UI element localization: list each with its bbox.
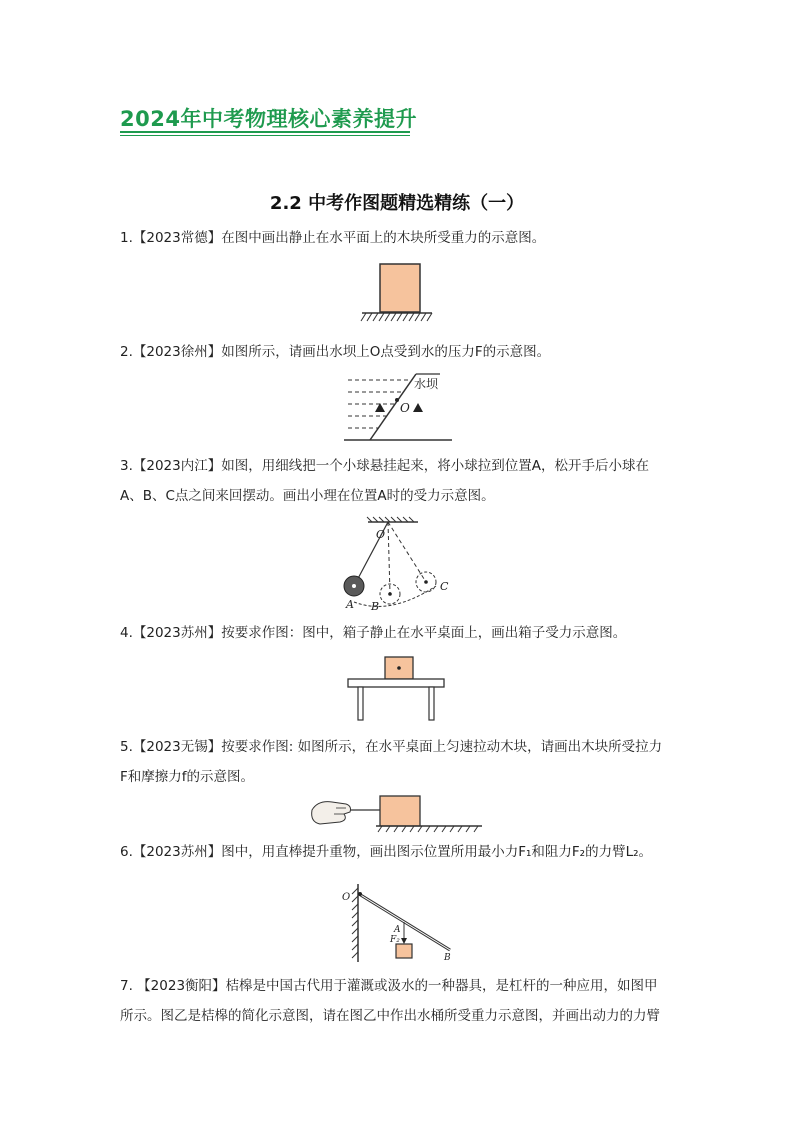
pendulum-c-label: C bbox=[440, 580, 449, 593]
figure-dam bbox=[340, 368, 460, 450]
question-1 bbox=[120, 228, 680, 248]
pendulum-a-label: A bbox=[346, 598, 354, 611]
lever-a-label: A bbox=[394, 925, 401, 935]
figure-block-on-ground bbox=[358, 258, 438, 326]
question-6-text: 6.【2023苏州】图中，用直棒提升重物，画出图示位置所用最小力F₁和阻力F₂的力臂L₂。 bbox=[120, 844, 653, 860]
question-1-text: 1.【2023常德】在图中画出静止在水平面上的木块所受重力的示意图。 bbox=[120, 230, 546, 246]
question-3-text-line1: 3.【2023内江】如图，用细线把一个小球悬挂起来，将小球拉到位置A，松开手后小球在 bbox=[120, 458, 649, 474]
dam-point-o-label: O bbox=[400, 401, 410, 415]
question-2-text: 2.【2023徐州】如图所示，请画出水坝上O点受到水的压力F的示意图。 bbox=[120, 344, 551, 360]
lever-f2-label: F₂ bbox=[390, 935, 400, 945]
question-5-text-line1: 5.【2023无锡】按要求作图: 如图所示，在水平桌面上匀速拉动木块，请画出木块所受拉力 bbox=[120, 739, 663, 755]
question-2 bbox=[120, 342, 680, 362]
question-3 bbox=[120, 456, 680, 506]
figure-box-on-table bbox=[344, 652, 448, 724]
section-title: 2.2 中考作图题精选精练（一） bbox=[269, 193, 525, 214]
question-5 bbox=[120, 737, 680, 787]
lever-o-label: O bbox=[342, 892, 351, 903]
question-6 bbox=[120, 842, 680, 862]
question-3-text-line2: A、B、C点之间来回摆动。画出小理在位置A时的受力示意图。 bbox=[120, 488, 495, 504]
question-5-text-line2: F和摩擦力f的示意图。 bbox=[120, 769, 255, 785]
lever-b-label: B bbox=[444, 953, 451, 963]
figure-hand-pulling-block bbox=[306, 790, 488, 836]
figure-pendulum bbox=[330, 516, 460, 612]
question-4 bbox=[120, 623, 680, 643]
pendulum-b-label: B bbox=[371, 600, 380, 612]
dam-label: 水坝 bbox=[414, 377, 439, 391]
question-7 bbox=[120, 976, 680, 1026]
header-underline-thin bbox=[120, 135, 410, 136]
question-7-text-line2: 所示。图乙是桔槔的简化示意图，请在图乙中作出水桶所受重力示意图，并画出动力的力臂 bbox=[120, 1008, 660, 1024]
question-4-text: 4.【2023苏州】按要求作图：图中，箱子静止在水平桌面上，画出箱子受力示意图。 bbox=[120, 625, 627, 641]
pendulum-o-label: O bbox=[376, 528, 386, 541]
page-header-title: 2024年中考物理核心素养提升 bbox=[120, 107, 417, 131]
header-underline bbox=[120, 131, 410, 133]
figure-lever bbox=[338, 880, 468, 966]
question-7-text-line1: 7. 【2023衡阳】桔槔是中国古代用于灌溉或汲水的一种器具，是杠杆的一种应用，如图甲 bbox=[120, 978, 658, 994]
